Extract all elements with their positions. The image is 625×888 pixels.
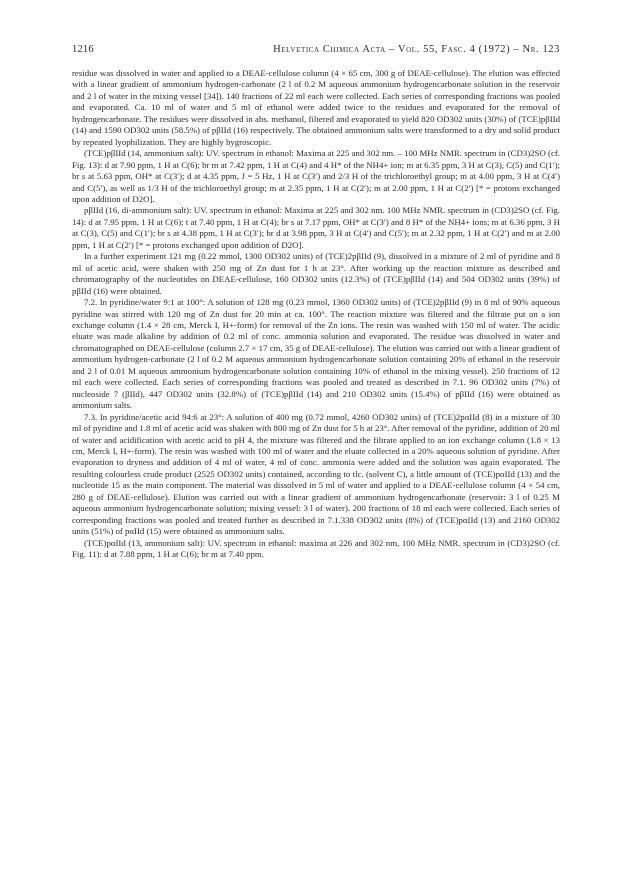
page-header bbox=[72, 44, 560, 55]
paragraph-p-beta: pβIId (16, di-ammonium salt): UV. spectrum in ethanol: Maxima at 225 and 302 nm. 100 MHz NMR. spectrum in (CD3)2SO (cf. Fig. 14): d at 7.95 ppm, 1 H at C(6); t at 7.40 ppm, 1 H at C(4); br s at 7.17 ppm, OH* at C(3′) and 8 H* of the NH4+ ions; m at 6.36 ppm, 3 H at C(3), C(5) and C(1′); br s at 4.38 ppm, 1 H at C(3′); br d at 3.98 ppm, 3 H at C(4′) and C(5′); m at 2.32 ppm, 1 H at C(2′) and m at 2.00 ppm, 1 H at C(2′) [* = protons exchanged upon addition of D2O]. bbox=[72, 205, 560, 250]
paragraph-section-7-2: 7.2. In pyridine/water 9:1 at 100°: A solution of 128 mg (0.23 mmol, 1360 OD302 units) of (TCE)2pβIId (9) in 8 ml of 90% aqueous pyridine was stirred with 120 mg of Zn dust for 20 min at ca. 100°. The reaction mixture was filtered and the filtrate put on a ion exchange column (1.4 × 28 cm, Merck I, H+-form) for removal of the Zn ions. The resin was washed with 150 ml of water. The acidic eluate was made alkaline by addition of 0.2 ml of conc. ammonia solution and evaporated. The residue was dissolved in water and chromatographed on DEAE-cellulose (column 2.7 × 17 cm, 35 g of DEAE-cellulose). The elution was carried out with a linear gradient of ammonium hydrogen-carbonate (2 l of 0.2 M aqueous ammonium hydrogencarbonate solution containing 20% of ethanol in the reservoir and 2 l of 0.01 M aqueous ammonium hydrogencarbonate solution containing 10% of ethanol in the mixing vessel). 250 fractions of 12 ml each were collected. Each series of corresponding fractions was pooled and treated as described in 7.1. 96 OD302 units (7%) of nucleoside 7 (βIId), 447 OD302 units (32.8%) of (TCE)pβIId (14) and 210 OD302 units (15.4%) of pβIId (16) were obtained as ammonium salts. bbox=[72, 297, 560, 411]
paragraph-further-experiment: In a further experiment 121 mg (0.22 mmol, 1300 OD302 units) of (TCE)2pβIId (9), dissolved in a mixture of 2 ml of pyridine and 8 ml of acetic acid, were shaken with 250 mg of Zn dust for 1 h at 23°. After working up the reaction mixture as described and chromatography of the nucleotides on DEAE-cellulose, 160 OD302 units (12.3%) of (TCE)pβIId (14) and 504 OD302 units (39%) of pβIId (16) were obtained. bbox=[72, 251, 560, 296]
journal-page bbox=[72, 44, 560, 560]
running-title: Helvetica Chimica Acta – Vol. 55, Fasc. 4 (1972) – Nr. 123 bbox=[273, 44, 560, 55]
page-number: 1216 bbox=[72, 44, 94, 55]
paragraph-section-7-3: 7.3. In pyridine/acetic acid 94:6 at 23°: A solution of 400 mg (0.72 mmol, 4260 OD302 units) of (TCE)2pαIId (8) in a mixture of 30 ml of pyridine and 1.8 ml of acetic acid was shaken with 800 mg of Zn dust for 5 h at 23°. After removal of the pyridine, addition of 20 ml of water and acidification with acetic acid to pH 4, the mixture was filtered and the filtrate applied to an ion exchange column (1.8 × 13 cm, Merck I, H+-form). The resin was washed with 100 ml of water and the eluate collected in a 20% aqueous solution of pyridine. After evaporation to dryness and addition of 4 ml of water, 4 ml of conc. ammonia were added and the solution was again evaporated. The resulting colourless crude product (2525 OD302 units) contained, according to tlc. (solvent C), a little amount of (TCE)pαIId (13) and the nucleotide 15 as the main component. The material was dissolved in 5 ml of water and applied to a DEAE-cellulose column (4 × 54 cm, 280 g of DEAE-cellulose). Elution was carried out with a linear gradient of ammonium hydrogencarbonate (reservoir: 3 l of 0.25 M aqueous ammonium hydrogencarbonate solution; mixing vessel: 3 l of water). 200 fractions of 18 ml each were collected. Each series of corresponding fractions was pooled and treated further as described in 7.1.338 OD302 units (8%) of (TCE)pαIId (13) and 2160 OD302 units (51%) of pαIId (15) were obtained as ammonium salts. bbox=[72, 411, 560, 537]
paragraph-tce-p-beta: (TCE)pβIId (14, ammonium salt): UV. spectrum in ethanol: Maxima at 225 and 302 nm. – 100 MHz NMR. spectrum in (CD3)2SO (cf. Fig. 13): d at 7.90 ppm, 1 H at C(6); br m at 7.42 ppm, 1 H at C(4) and 4 H* of the NH4+ ion; m at 6.35 ppm, 3 H at C(3), C(5) and C(1′); br s at 5.63 ppm, OH* at C(3′); d at 4.35 ppm, J = 5 Hz, 1 H at C(3′) and 2/3 H of the trichloroethyl group; m at 4.00 ppm, 3 H at C(4′) and C(5′), as well as 1/3 H of the trichloroethyl group; m at 2.35 ppm, 1 H at C(2′); m at 2.00 ppm, 1 H at C(2′) [* = protons exchanged upon addition of D2O]. bbox=[72, 148, 560, 204]
paragraph-residue: residue was dissolved in water and applied to a DEAE-cellulose column (4 × 65 cm, 300 g of DEAE-cellulose). The elution was effected with a linear gradient of ammonium hydrogen-carbonate (2 l of 0.2 M aqueous ammonium hydrogencarbonate solution in the reservoir and 2 l of water in the mixing vessel [34]). 140 fractions of 22 ml each were collected. Each series of corresponding fractions was pooled and evaporated. Ca. 10 ml of water and 5 ml of ethanol were added twice to the residues and evaporated for the removal of hydrogencarbonate. The residues were dissolved in abs. methanol, filtered and evaporated to yield 820 OD302 units (30%) of (TCE)pβIId (14) and 1590 OD302 units (58.5%) of pβIId (16) respectively. The obtained ammonium salts were transformed to a dry and solid product by repeated lyophilization. They are highly hygroscopic. bbox=[72, 68, 560, 147]
paragraph-tce-p-alpha: (TCE)pαIId (13, ammonium salt): UV. spectrum in ethanol: maxima at 226 and 302 nm, 100 MHz NMR. spectrum in (CD3)2SO (cf. Fig. 11): d at 7.88 ppm, 1 H at C(6); br m at 7.40 ppm. bbox=[72, 537, 560, 560]
article-body bbox=[72, 68, 560, 560]
